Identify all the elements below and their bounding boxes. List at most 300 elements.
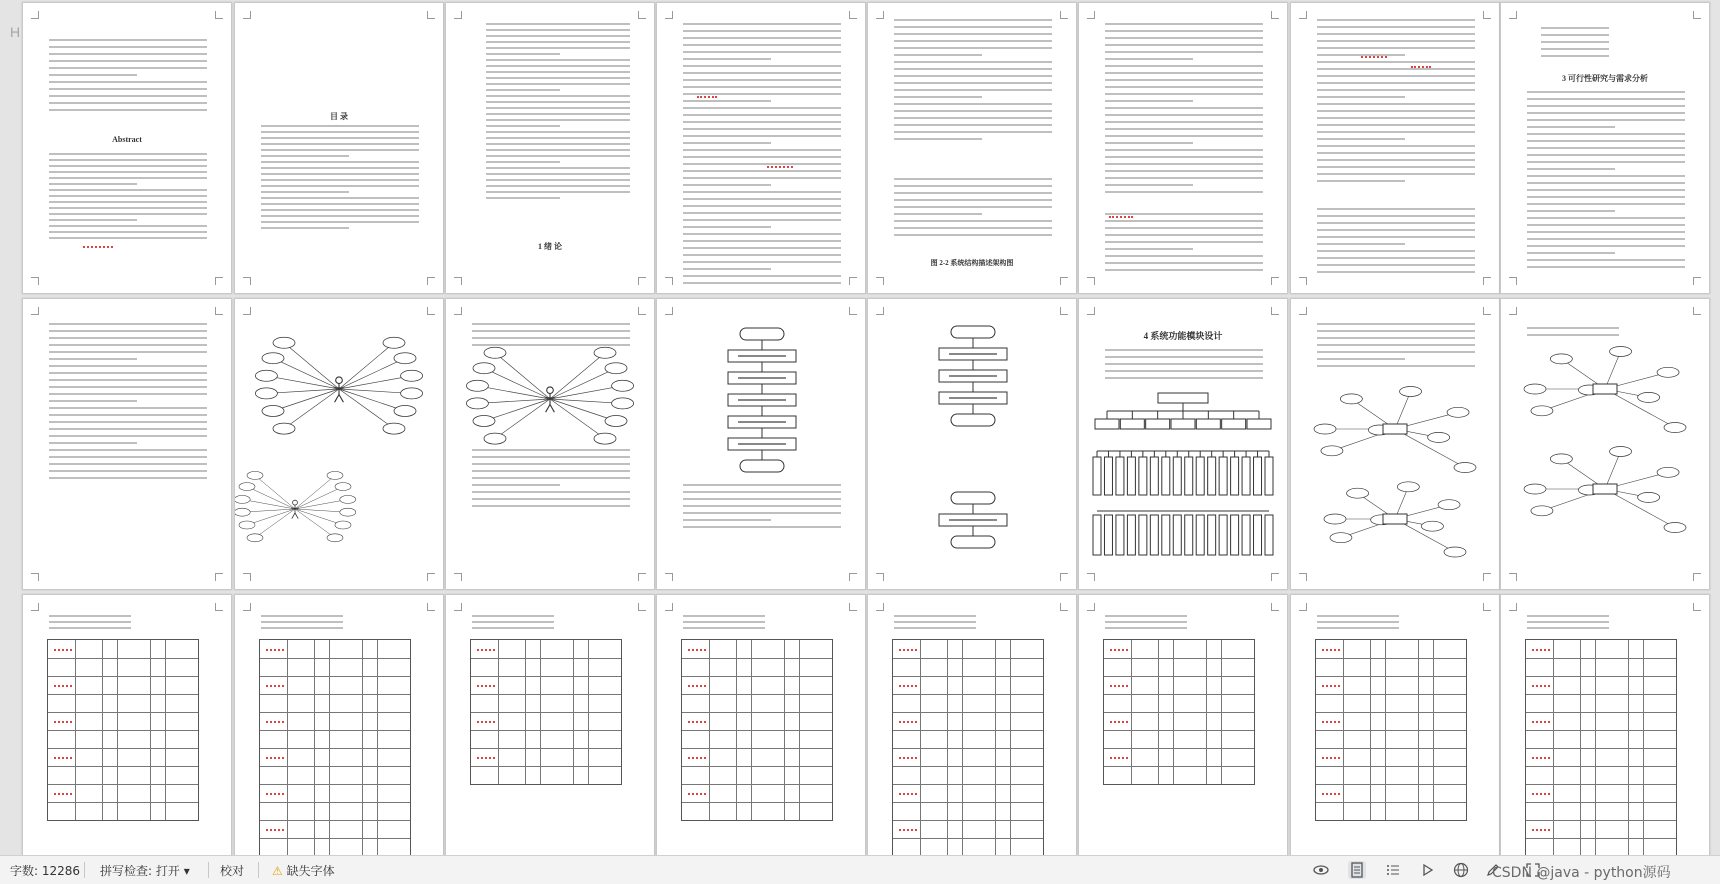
text-line xyxy=(894,627,976,629)
spelling-underline xyxy=(899,718,917,723)
text-line xyxy=(1317,19,1475,21)
document-page[interactable] xyxy=(1500,594,1710,855)
page-corner-mark xyxy=(1060,573,1068,581)
text-line xyxy=(1527,266,1685,268)
table-row-line xyxy=(682,694,832,695)
text-line xyxy=(49,627,131,629)
page-corner-mark xyxy=(665,573,673,581)
page-corner-mark xyxy=(849,11,857,19)
page-corner-mark xyxy=(1299,573,1307,581)
flowchart xyxy=(697,325,827,479)
page-corner-mark xyxy=(1299,277,1307,285)
page-corner-mark xyxy=(1060,603,1068,611)
text-line xyxy=(1317,621,1399,623)
page-corner-mark xyxy=(31,307,39,315)
page-corner-mark xyxy=(243,307,251,315)
page-corner-mark xyxy=(427,573,435,581)
page-corner-mark xyxy=(1483,11,1491,19)
text-line xyxy=(1527,182,1685,184)
text-line xyxy=(261,149,419,151)
document-page[interactable] xyxy=(22,594,232,855)
text-line xyxy=(49,470,207,472)
table-row-line xyxy=(471,712,621,713)
watermark-text: CSDN @java - python源码 xyxy=(1492,865,1671,881)
text-line xyxy=(683,135,841,137)
text-line xyxy=(261,203,419,205)
text-line xyxy=(1317,61,1475,63)
table-row-line xyxy=(682,676,832,677)
table-row-line xyxy=(471,730,621,731)
spelling-underline xyxy=(688,682,706,687)
document-page[interactable] xyxy=(1500,2,1710,294)
text-line xyxy=(486,59,630,61)
play-icon[interactable] xyxy=(1418,861,1436,879)
text-line xyxy=(49,74,137,76)
spelling-underline xyxy=(688,790,706,795)
text-line xyxy=(1317,236,1475,238)
table-row-line xyxy=(682,730,832,731)
text-line xyxy=(1527,147,1685,149)
table-row-line xyxy=(893,802,1043,803)
table-col-line xyxy=(1221,640,1222,784)
text-line xyxy=(49,165,207,167)
page-corner-mark xyxy=(665,603,673,611)
text-line xyxy=(894,615,976,617)
table-row-line xyxy=(1316,694,1466,695)
table-row-line xyxy=(893,748,1043,749)
data-table xyxy=(259,639,411,855)
spelling-underline xyxy=(477,754,495,759)
text-line xyxy=(49,153,207,155)
text-line xyxy=(261,621,343,623)
text-line xyxy=(261,209,419,211)
spelling-underline xyxy=(54,646,72,651)
text-line xyxy=(1527,245,1685,247)
spelling-underline xyxy=(54,718,72,723)
document-page[interactable] xyxy=(234,2,444,294)
document-page[interactable] xyxy=(234,298,444,590)
table-row-line xyxy=(260,676,410,677)
proofread-button[interactable]: 校对 xyxy=(220,864,245,878)
page-heading: 1 绪 论 xyxy=(538,242,562,251)
spelling-underline xyxy=(688,718,706,723)
spelling-underline xyxy=(266,790,284,795)
status-bar xyxy=(0,855,1720,884)
text-line xyxy=(894,61,1052,63)
document-page[interactable] xyxy=(234,594,444,855)
page-corner-mark xyxy=(849,277,857,285)
page-heading: 图 2-2 系统结构描述架构图 xyxy=(930,259,1014,267)
table-row-line xyxy=(1104,748,1254,749)
text-line xyxy=(1105,262,1263,264)
text-line xyxy=(49,428,207,430)
outline-view-icon[interactable] xyxy=(1384,861,1402,879)
document-page[interactable] xyxy=(656,594,866,855)
spelling-underline xyxy=(767,163,793,168)
text-line xyxy=(1105,100,1193,102)
table-row-line xyxy=(260,802,410,803)
text-line xyxy=(683,177,841,179)
document-page[interactable] xyxy=(867,298,1077,590)
text-line xyxy=(683,114,841,116)
table-col-line xyxy=(314,640,315,855)
text-line xyxy=(1105,615,1187,617)
document-page[interactable] xyxy=(1078,594,1288,855)
text-line xyxy=(1527,621,1609,623)
page-corner-mark xyxy=(1087,277,1095,285)
text-line xyxy=(472,621,554,623)
text-line xyxy=(49,477,207,479)
table-row-line xyxy=(1316,748,1466,749)
text-line xyxy=(472,330,630,332)
missing-font-button[interactable] xyxy=(272,862,335,879)
text-line xyxy=(683,142,771,144)
document-page[interactable] xyxy=(1290,298,1500,590)
text-line xyxy=(486,125,560,127)
text-line xyxy=(1105,163,1263,165)
page-corner-mark xyxy=(1509,307,1517,315)
text-line xyxy=(1105,37,1263,39)
text-line xyxy=(683,51,841,53)
document-page[interactable] xyxy=(1078,2,1288,294)
text-line xyxy=(49,219,137,221)
document-page[interactable] xyxy=(445,594,655,855)
document-page[interactable] xyxy=(1290,594,1500,855)
table-row-line xyxy=(471,748,621,749)
spelling-underline xyxy=(899,826,917,831)
text-line xyxy=(1105,156,1263,158)
table-row-line xyxy=(1526,730,1676,731)
use-case-diagram xyxy=(462,344,638,454)
page-corner-mark xyxy=(1271,277,1279,285)
table-row-line xyxy=(471,658,621,659)
text-line xyxy=(1317,159,1475,161)
text-line xyxy=(486,179,630,181)
document-page[interactable] xyxy=(1500,298,1710,590)
spelling-underline xyxy=(1532,682,1550,687)
page-corner-mark xyxy=(638,11,646,19)
text-line xyxy=(49,201,207,203)
text-line xyxy=(1105,184,1193,186)
text-line xyxy=(486,113,630,115)
data-table xyxy=(681,639,833,821)
table-col-line xyxy=(962,640,963,855)
spelling-underline xyxy=(266,718,284,723)
text-line xyxy=(1105,191,1263,193)
text-line xyxy=(1317,40,1475,42)
text-line xyxy=(1105,72,1263,74)
document-page[interactable] xyxy=(22,2,232,294)
page-heading: 目 录 xyxy=(330,112,348,121)
document-page[interactable] xyxy=(1290,2,1500,294)
spell-check-toggle[interactable] xyxy=(100,862,190,879)
text-line xyxy=(1317,138,1405,140)
text-line xyxy=(683,615,765,617)
text-line xyxy=(472,491,630,493)
spelling-underline xyxy=(899,646,917,651)
text-line xyxy=(261,179,419,181)
text-line xyxy=(894,227,1052,229)
text-line xyxy=(486,185,630,187)
text-line xyxy=(1317,615,1399,617)
spelling-underline xyxy=(83,243,113,248)
table-row-line xyxy=(1526,748,1676,749)
spelling-underline xyxy=(266,754,284,759)
page-corner-mark xyxy=(638,603,646,611)
text-line xyxy=(1317,166,1475,168)
page-view-icon[interactable] xyxy=(1348,861,1366,879)
text-line xyxy=(486,23,630,25)
text-line xyxy=(1105,621,1187,623)
text-line xyxy=(1527,327,1619,329)
document-page[interactable] xyxy=(445,2,655,294)
text-line xyxy=(49,621,131,623)
document-page[interactable] xyxy=(22,298,232,590)
text-line xyxy=(1317,103,1475,105)
text-line xyxy=(472,463,630,465)
page-corner-mark xyxy=(243,603,251,611)
page-corner-mark xyxy=(1483,603,1491,611)
text-line xyxy=(49,365,207,367)
text-line xyxy=(683,498,841,500)
page-corner-mark xyxy=(1271,573,1279,581)
spelling-underline xyxy=(54,682,72,687)
table-row-line xyxy=(260,748,410,749)
text-line xyxy=(1105,227,1263,229)
table-row-line xyxy=(682,802,832,803)
document-page[interactable] xyxy=(1078,298,1288,590)
text-line xyxy=(49,183,137,185)
text-line xyxy=(486,137,630,139)
text-line xyxy=(894,103,1052,105)
text-line xyxy=(1317,229,1475,231)
table-row-line xyxy=(1316,784,1466,785)
table-row-line xyxy=(1526,694,1676,695)
text-line xyxy=(1317,208,1475,210)
document-page[interactable] xyxy=(867,594,1077,855)
table-row-line xyxy=(48,766,198,767)
document-page[interactable] xyxy=(867,2,1077,294)
text-line xyxy=(1105,142,1193,144)
page-corner-mark xyxy=(849,307,857,315)
text-line xyxy=(894,131,1052,133)
table-row-line xyxy=(48,730,198,731)
table-row-line xyxy=(1316,766,1466,767)
table-col-line xyxy=(736,640,737,820)
table-row-line xyxy=(1526,784,1676,785)
text-line xyxy=(49,102,207,104)
spelling-underline xyxy=(899,682,917,687)
spelling-underline xyxy=(688,754,706,759)
text-line xyxy=(683,30,841,32)
text-line xyxy=(1317,152,1475,154)
page-corner-mark xyxy=(427,277,435,285)
text-line xyxy=(1105,58,1193,60)
text-line xyxy=(894,47,1052,49)
text-line xyxy=(486,41,630,43)
text-line xyxy=(894,234,1052,236)
text-line xyxy=(1105,65,1263,67)
table-row-line xyxy=(260,838,410,839)
text-line xyxy=(894,110,1052,112)
table-col-line xyxy=(920,640,921,855)
table-row-line xyxy=(1104,694,1254,695)
table-row-line xyxy=(48,748,198,749)
text-line xyxy=(472,627,554,629)
text-line xyxy=(472,470,630,472)
text-line xyxy=(49,372,207,374)
data-table xyxy=(1525,639,1677,855)
document-page[interactable] xyxy=(656,2,866,294)
text-line xyxy=(261,155,349,157)
table-row-line xyxy=(260,712,410,713)
table-row-line xyxy=(682,658,832,659)
text-line xyxy=(49,39,207,41)
globe-icon[interactable] xyxy=(1452,861,1470,879)
text-line xyxy=(261,185,419,187)
table-col-line xyxy=(102,640,103,820)
table-col-line xyxy=(1628,640,1629,855)
text-line xyxy=(1317,26,1475,28)
table-row-line xyxy=(1526,712,1676,713)
word-count[interactable]: 字数: 12286 xyxy=(10,864,81,878)
text-line xyxy=(49,421,207,423)
table-col-line xyxy=(1158,640,1159,784)
table-col-line xyxy=(150,640,151,820)
text-line xyxy=(49,407,207,409)
text-line xyxy=(894,199,1052,201)
text-line xyxy=(1527,112,1685,114)
divider xyxy=(258,862,259,878)
text-line xyxy=(1527,196,1685,198)
spelling-underline xyxy=(477,646,495,651)
page-corner-mark xyxy=(876,573,884,581)
text-line xyxy=(49,171,207,173)
use-case-diagram xyxy=(234,469,359,549)
text-line xyxy=(472,456,630,458)
text-line xyxy=(1317,351,1475,353)
text-line xyxy=(1317,264,1475,266)
text-line xyxy=(1105,241,1263,243)
text-line xyxy=(1105,370,1263,372)
table-col-line xyxy=(1010,640,1011,855)
table-col-line xyxy=(1385,640,1386,820)
page-corner-mark xyxy=(215,603,223,611)
text-line xyxy=(1317,145,1475,147)
table-col-line xyxy=(498,640,499,784)
eye-icon[interactable] xyxy=(1312,861,1330,879)
document-page[interactable] xyxy=(656,298,866,590)
text-line xyxy=(49,81,207,83)
text-line xyxy=(472,615,554,617)
text-line xyxy=(49,159,207,161)
spelling-underline xyxy=(1532,718,1550,723)
spelling-underline xyxy=(1109,213,1133,218)
table-row-line xyxy=(1316,676,1466,677)
table-col-line xyxy=(784,640,785,820)
text-line xyxy=(1527,203,1685,205)
table-col-line xyxy=(1433,640,1434,820)
page-corner-mark xyxy=(215,573,223,581)
text-line xyxy=(1317,215,1475,217)
table-row-line xyxy=(1104,730,1254,731)
table-row-line xyxy=(1316,802,1466,803)
text-line xyxy=(49,231,207,233)
table-col-line xyxy=(75,640,76,820)
text-line xyxy=(1105,23,1263,25)
table-row-line xyxy=(260,784,410,785)
text-line xyxy=(1105,135,1263,137)
text-line xyxy=(1527,126,1615,128)
text-line xyxy=(261,627,343,629)
text-line xyxy=(1317,131,1475,133)
text-line xyxy=(1105,177,1263,179)
text-line xyxy=(49,207,207,209)
text-line xyxy=(1105,121,1263,123)
spelling-underline xyxy=(1361,53,1387,58)
page-corner-mark xyxy=(31,11,39,19)
text-line xyxy=(894,621,976,623)
text-line xyxy=(683,128,841,130)
text-line xyxy=(1317,344,1475,346)
table-row-line xyxy=(48,676,198,677)
table-row-line xyxy=(893,766,1043,767)
text-line xyxy=(472,337,630,339)
text-line xyxy=(49,53,207,55)
divider xyxy=(208,862,209,878)
text-line xyxy=(683,512,841,514)
page-corner-mark xyxy=(1693,573,1701,581)
text-line xyxy=(472,484,560,486)
page-corner-mark xyxy=(427,11,435,19)
table-row-line xyxy=(471,694,621,695)
table-row-line xyxy=(893,820,1043,821)
page-corner-mark xyxy=(1509,277,1517,285)
text-line xyxy=(894,82,1052,84)
table-col-line xyxy=(1343,640,1344,820)
table-row-line xyxy=(1526,838,1676,839)
text-line xyxy=(1317,75,1475,77)
text-line xyxy=(683,240,841,242)
page-corner-mark xyxy=(849,573,857,581)
text-line xyxy=(683,37,841,39)
text-line xyxy=(49,67,207,69)
spelling-underline xyxy=(688,646,706,651)
page-corner-mark xyxy=(1271,11,1279,19)
text-line xyxy=(1105,255,1263,257)
page-corner-mark xyxy=(215,11,223,19)
data-table xyxy=(47,639,199,821)
text-line xyxy=(1105,79,1263,81)
text-line xyxy=(486,35,630,37)
text-line xyxy=(486,119,630,121)
page-corner-mark xyxy=(1693,603,1701,611)
text-line xyxy=(49,109,207,111)
text-line xyxy=(486,83,630,85)
divider xyxy=(84,862,85,878)
flowchart xyxy=(908,323,1038,433)
page-corner-mark xyxy=(1299,11,1307,19)
text-line xyxy=(1317,627,1399,629)
table-row-line xyxy=(471,766,621,767)
spelling-underline xyxy=(477,682,495,687)
document-page[interactable] xyxy=(445,298,655,590)
text-line xyxy=(1317,117,1475,119)
er-diagram xyxy=(1521,432,1689,546)
table-row-line xyxy=(1526,802,1676,803)
text-line xyxy=(1541,41,1609,43)
text-line xyxy=(49,344,207,346)
